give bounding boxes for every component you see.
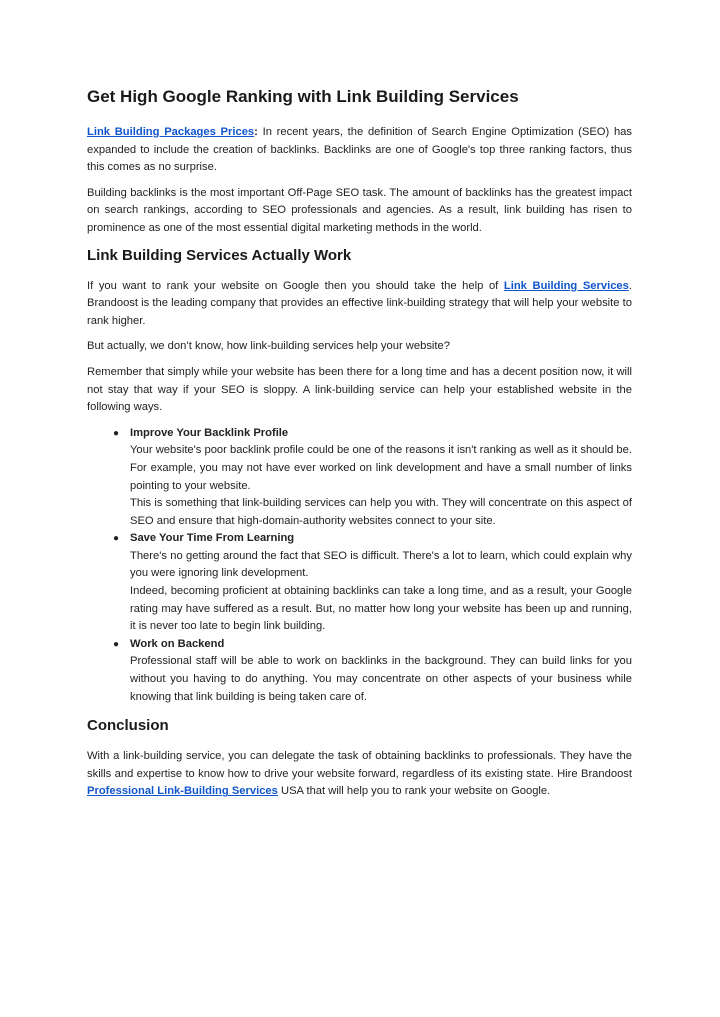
list-item-text: Indeed, becoming proficient at obtaining backlinks can take a long time, and as a result, your Google rating may have suffered as a result. But, no matter how long your website has been up and running, it is never too late to begin link building. <box>130 585 632 633</box>
list-item-text: Your website's poor backlink profile could be one of the reasons it isn't ranking as well as it should be. For example, you may not have ever worked on link development and have a small number of links pointing to your website. <box>130 444 632 492</box>
remember-paragraph: Remember that simply while your website has been there for a long time and has a decent position now, it will not stay that way if your SEO is sloppy. A link-building service can help your established website in the following ways. <box>87 365 632 414</box>
section-heading-conclusion: Conclusion <box>87 717 169 735</box>
conclusion-text-before: With a link-building service, you can delegate the task of obtaining backlinks to professionals. They have the skills and expertise to know how to drive your website forward, regardless of its existing state. Hire Brandoost <box>87 750 632 780</box>
rank-website-paragraph <box>87 278 632 331</box>
conclusion-text-after: USA that will help you to rank your website on Google. <box>277 785 551 798</box>
bullet-icon: ● <box>113 638 120 650</box>
list-item-title: Improve Your Backlink Profile <box>130 426 289 439</box>
page-title: Get High Google Ranking with Link Building Services <box>87 87 519 106</box>
rank-text-after: . Brandoost is the leading company that provides an effective link-building strategy that will help your website to rank higher. <box>87 279 632 327</box>
list-item-title: Save Your Time From Learning <box>130 532 295 545</box>
link-building-services-link[interactable]: Link Building Services <box>503 279 629 292</box>
benefits-list <box>87 425 632 707</box>
list-item-text: There's no getting around the fact that SEO is difficult. There's a lot to learn, which could explain why you were ignoring link development. <box>130 549 632 580</box>
list-item-title: Work on Backend <box>130 637 225 650</box>
rank-text-before: If you want to rank your website on Google then you should take the help of <box>87 279 504 292</box>
list-item-text: Professional staff will be able to work on backlinks in the background. They can build links for you without you having to do anything. You may concentrate on other aspects of your business while knowing that link building is being taken care of. <box>130 655 632 703</box>
professional-link-building-services-link[interactable]: Professional Link-Building Services <box>87 785 278 798</box>
bullet-icon: ● <box>113 427 120 439</box>
intro-paragraph <box>87 124 632 177</box>
bullet-icon: ● <box>113 533 120 545</box>
intro-colon: : <box>254 126 258 138</box>
backlinks-paragraph: Building backlinks is the most important Off-Page SEO task. The amount of backlinks has the greatest impact on search rankings, according to SEO professionals and agencies. As a result, link building has risen to prominence as one of the most essential digital marketing methods in the world. <box>87 186 632 234</box>
intro-text: In recent years, the definition of Search Engine Optimization (SEO) has expanded to include the creation of backlinks. Backlinks are one of Google's top three ranking factors, thus this comes as no surprise. <box>87 126 632 174</box>
list-item <box>87 425 632 531</box>
conclusion-paragraph <box>87 748 632 801</box>
question-paragraph: But actually, we don’t know, how link-building services help your website? <box>87 340 450 353</box>
section-heading-link-building-services: Link Building Services Actually Work <box>87 246 352 264</box>
list-item <box>87 530 632 636</box>
link-building-packages-prices-link[interactable]: Link Building Packages Prices <box>87 126 255 138</box>
list-item <box>87 636 632 706</box>
list-item-text: This is something that link-building services can help you with. They will concentrate on this aspect of SEO and ensure that high-domain-authority websites connect to your site. <box>130 497 632 527</box>
